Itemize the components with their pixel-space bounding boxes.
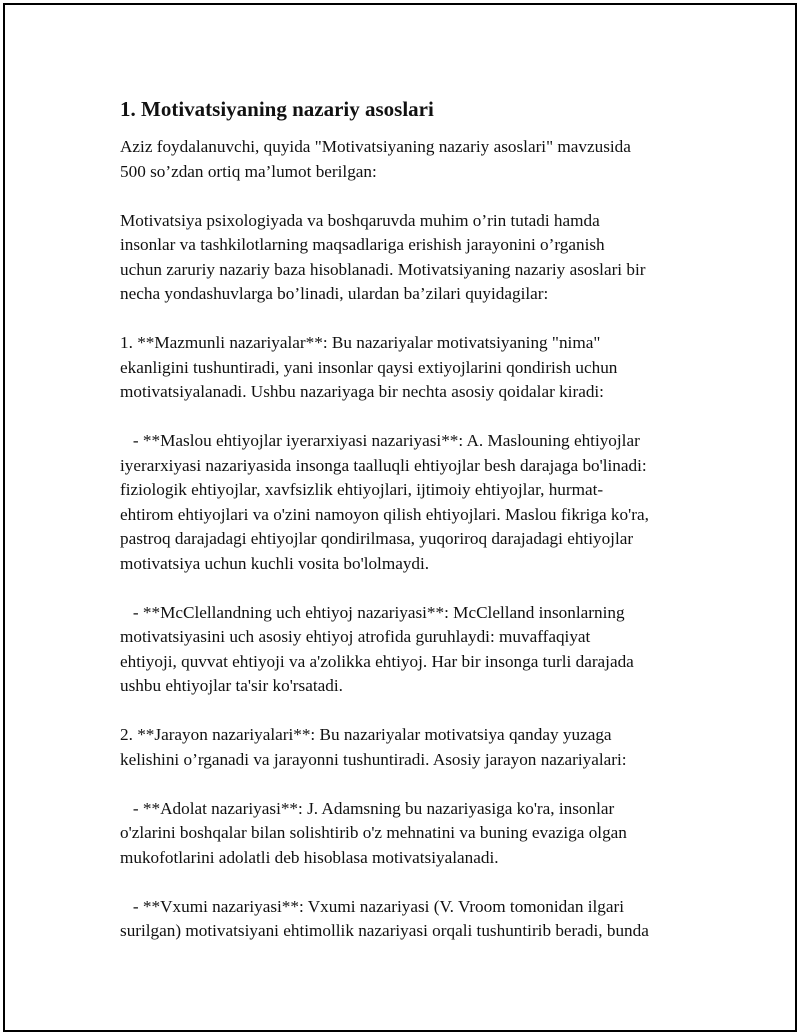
section-heading: 1. Motivatsiyaning nazariy asoslari [120, 97, 434, 121]
paragraph [120, 601, 700, 699]
text-line: o'zlarini boshqalar bilan solishtirib o'z mehnatini va buning evaziga olgan [120, 823, 627, 842]
text-line: necha yondashuvlarga bo’linadi, ulardan ba’zilari quyidagilar: [120, 284, 549, 303]
text-line: Aziz foydalanuvchi, quyida "Motivatsiyaning nazariy asoslari" mavzusida [120, 137, 631, 156]
text-line: mukofotlarini adolatli deb hisoblasa motivatsiyalanadi. [120, 847, 499, 867]
text-line: ehtirom ehtiyojlari va o'zini namoyon qilish ehtiyojlari. Maslou fikriga ko'ra, [120, 504, 649, 524]
text-line: ushbu ehtiyojlar ta'sir ko'rsatadi. [120, 676, 343, 695]
text-line: Motivatsiya psixologiyada va boshqaruvda muhim o’rin tutadi hamda [120, 210, 600, 230]
paragraph [120, 723, 700, 772]
paragraph [120, 331, 700, 405]
text-line: 1. **Mazmunli nazariyalar**: Bu nazariyalar motivatsiyaning "nima" [120, 333, 601, 352]
text-line: motivatsiya uchun kuchli vosita bo'lolmaydi. [120, 553, 430, 573]
text-line: motivatsiyasini uch asosiy ehtiyoj atrofida guruhlaydi: muvaffaqiyat [120, 627, 591, 646]
text-line: 500 so’zdan ortiq ma’lumot berilgan: [120, 161, 377, 181]
text-line: - **Vxumi nazariyasi**: Vxumi nazariyasi (V. Vroom tomonidan ilgari [120, 896, 624, 916]
text-line: kelishini o’rganadi va jarayonni tushuntiradi. Asosiy jarayon nazariyalari: [120, 749, 627, 769]
paragraph [120, 797, 700, 871]
text-line: - **Maslou ehtiyojlar iyerarxiyasi nazariyasi**: A. Maslouning ehtiyojlar [120, 431, 640, 450]
text-line: surilgan) motivatsiyani ehtimollik nazariyasi orqali tushuntirib beradi, bunda [120, 921, 649, 940]
text-line: fiziologik ehtiyojlar, xavfsizlik ehtiyojlari, ijtimoiy ehtiyojlar, hurmat- [120, 480, 604, 499]
text-line: 2. **Jarayon nazariyalari**: Bu nazariyalar motivatsiya qanday yuzaga [120, 725, 612, 744]
text-line: pastroq darajadagi ehtiyojlar qondirilmasa, yuqoriroq darajadagi ehtiyojlar [120, 529, 634, 548]
text-line: uchun zaruriy nazariy baza hisoblanadi. Motivatsiyaning nazariy asoslari bir [120, 259, 646, 279]
text-line: - **Adolat nazariyasi**: J. Adamsning bu nazariyasiga ko'ra, insonlar [120, 798, 615, 818]
document-body [120, 95, 700, 944]
text-line: iyerarxiyasi nazariyasida insonga taalluqli ehtiyojlar besh darajaga bo'linadi: [120, 455, 647, 475]
text-line: ekanligini tushuntiradi, yani insonlar qaysi extiyojlarini qondirish uchun [120, 357, 618, 377]
text-line: insonlar va tashkilotlarning maqsadlariga erishish jarayonini o’rganish [120, 235, 605, 254]
text-line: ehtiyoji, quvvat ehtiyoji va a'zolikka ehtiyoj. Har bir insonga turli darajada [120, 651, 634, 671]
text-line: - **McClellandning uch ehtiyoj nazariyasi**: McClelland insonlarning [120, 602, 625, 622]
text-line: motivatsiyalanadi. Ushbu nazariyaga bir nechta asosiy qoidalar kiradi: [120, 382, 604, 401]
document-page [3, 3, 797, 1032]
paragraph-list [120, 135, 700, 944]
paragraph [120, 135, 700, 184]
paragraph [120, 429, 700, 576]
paragraph [120, 895, 700, 944]
paragraph [120, 209, 700, 307]
